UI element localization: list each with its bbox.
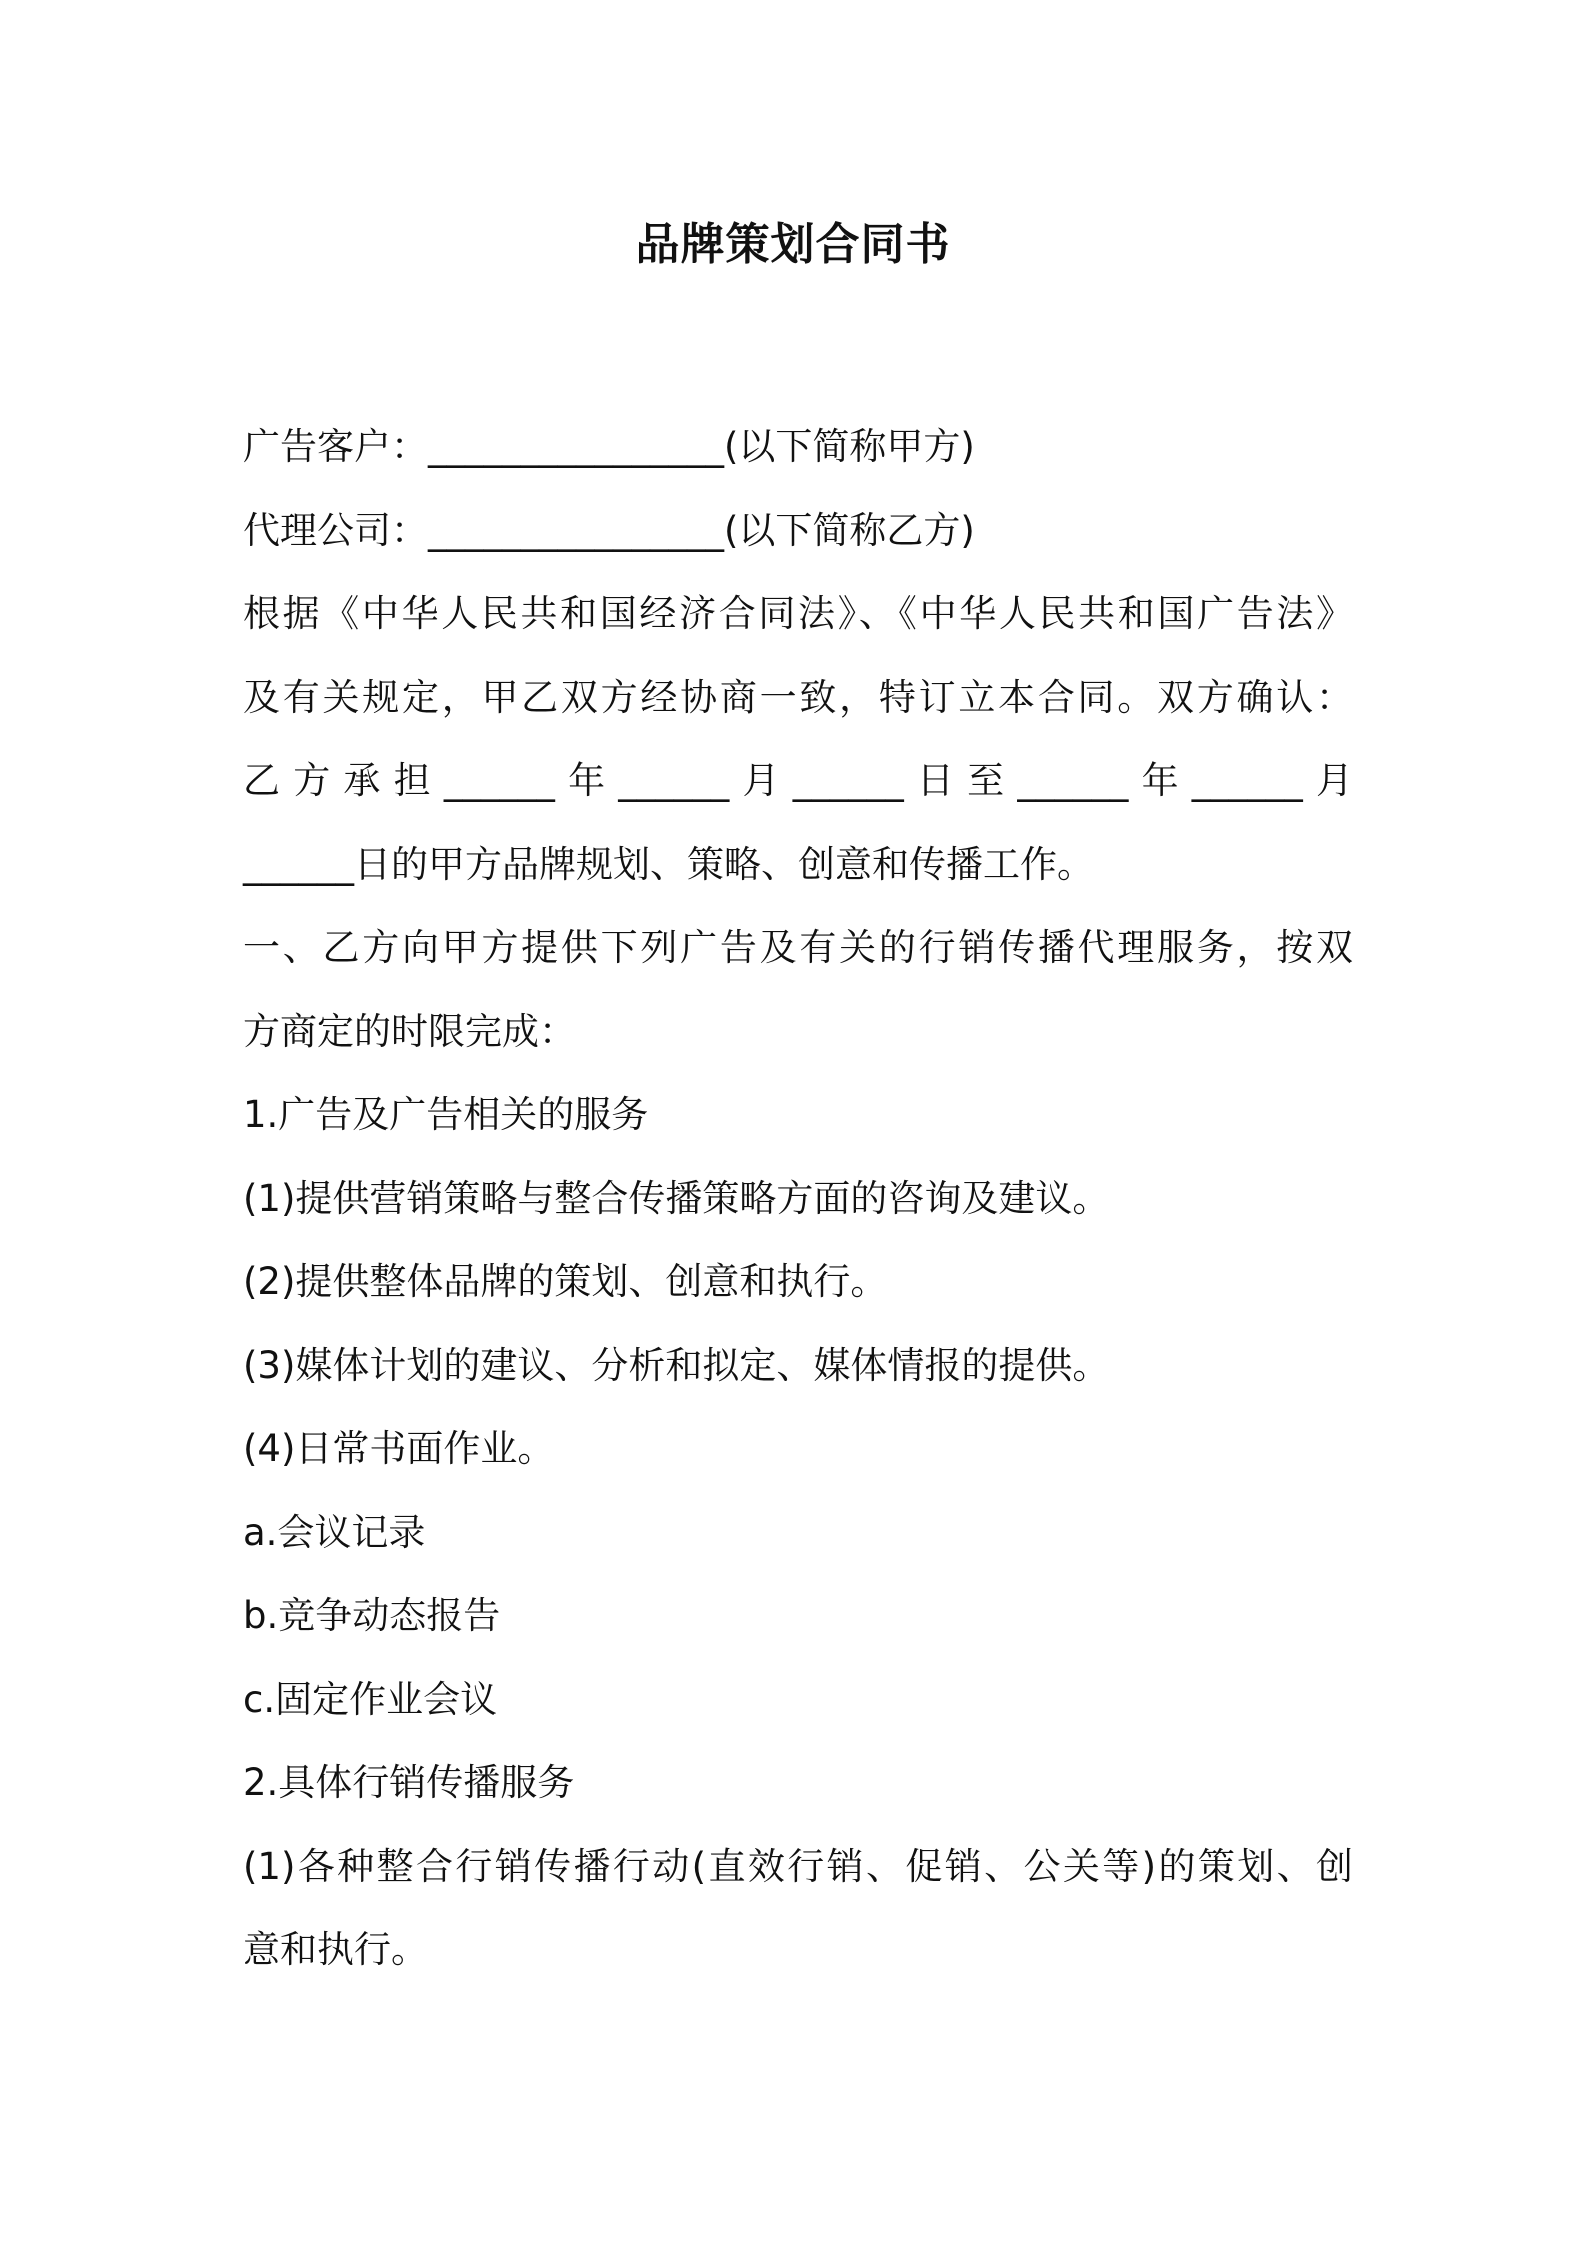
paragraph-line: ______日的甲方品牌规划、策略、创意和传播工作。 xyxy=(243,842,1094,886)
list-item: (1)提供营销策略与整合传播策略方面的咨询及建议。 xyxy=(243,1176,1110,1220)
date-range-line: 乙方承担______年______月______日至______年______月 xyxy=(243,759,1353,802)
client-line: 广告客户：________________(以下简称甲方) xyxy=(243,425,975,468)
list-item: (3)媒体计划的建议、分析和拟定、媒体情报的提供。 xyxy=(243,1343,1110,1387)
agency-line: 代理公司：________________(以下简称乙方) xyxy=(243,508,975,552)
list-item: b.竞争动态报告 xyxy=(243,1594,501,1637)
list-item: 1.广告及广告相关的服务 xyxy=(243,1093,649,1136)
paragraph-line: 根据《中华人民共和国经济合同法》、《中华人民共和国广告法》 xyxy=(243,592,1353,635)
paragraph-line: 方商定的时限完成： xyxy=(243,1009,576,1053)
document-body xyxy=(243,405,1353,1992)
list-item: c.固定作业会议 xyxy=(243,1677,498,1721)
list-item: (4)日常书面作业。 xyxy=(243,1427,555,1470)
paragraph-line: 意和执行。 xyxy=(243,1928,428,1971)
list-item: (2)提供整体品牌的策划、创意和执行。 xyxy=(243,1260,888,1303)
list-item: 2.具体行销传播服务 xyxy=(243,1761,575,1804)
paragraph-line: 及有关规定，甲乙双方经协商一致，特订立本合同。双方确认： xyxy=(243,675,1353,719)
section-heading: 一、乙方向甲方提供下列广告及有关的行销传播代理服务，按双 xyxy=(243,926,1353,969)
document-title: 品牌策划合同书 xyxy=(635,219,951,270)
list-item: (1)各种整合行销传播行动(直效行销、促销、公关等)的策划、创 xyxy=(243,1844,1353,1888)
list-item: a.会议记录 xyxy=(243,1510,426,1554)
